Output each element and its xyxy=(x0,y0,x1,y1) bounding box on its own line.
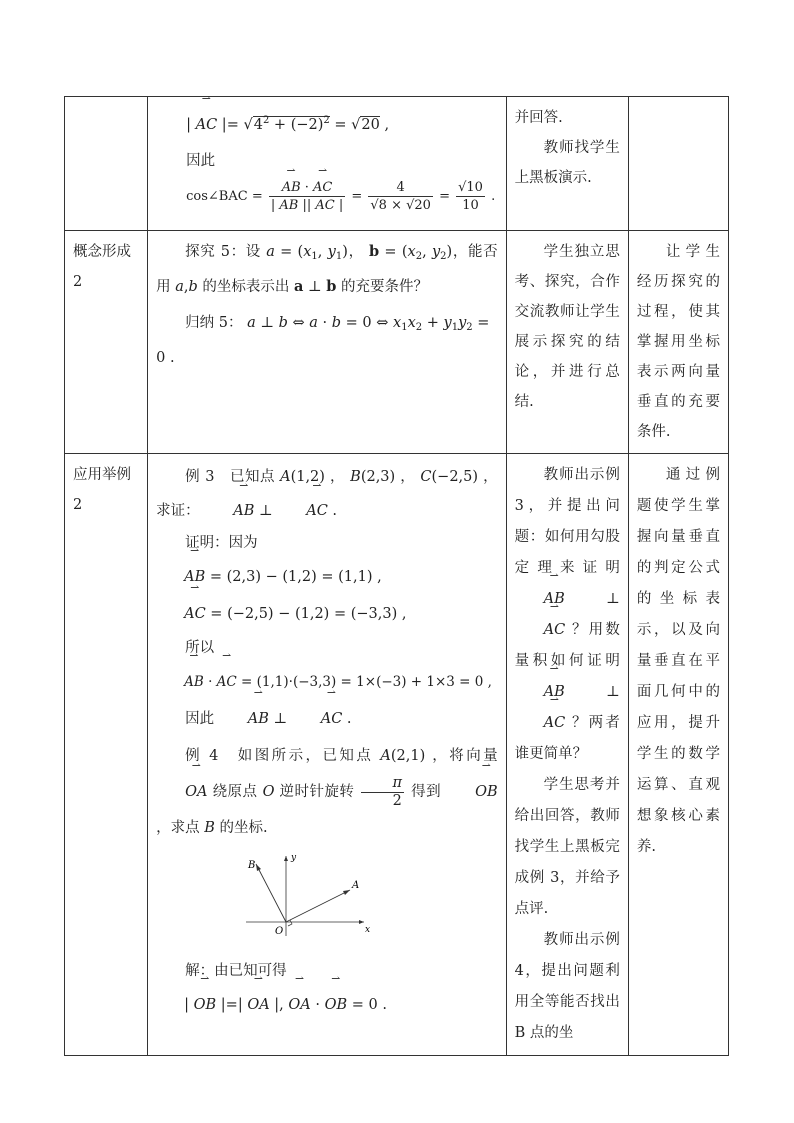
activity-cell: 并回答. 教师找学生上黑板演示. xyxy=(506,97,628,231)
content-cell xyxy=(148,454,507,1056)
activity-cell xyxy=(506,454,628,1056)
y-axis-label: y xyxy=(291,853,297,863)
solution-equation: | ⇀ OB |=| ⇀ OA |, ⇀ OA · ⇀ OB = 0 . xyxy=(156,987,498,1023)
stage-cell xyxy=(65,231,148,454)
ac-line: ⇀ AC = (−2,5) − (1,2) = (−3,3) , xyxy=(156,596,498,633)
explore-5: 探究 5：设 $a = (x_1$, $y_1$)， $b = (x_2$, $y_2$)，能否用 a,b 的坐标表示出 a ⊥ b 的充要条件？ xyxy=(156,243,498,295)
example-4: 例 4 如图所示，已知点 A(2,1) ，将向量 ⇀ OA 绕原点 O 逆时针旋转 $\frac{\pi}{2}$ 得到 ⇀ OB ，求点 B 的坐标. xyxy=(156,738,498,846)
intent-cell xyxy=(628,97,728,231)
ac-magnitude-line: | ⇀ AC |= $√4^2 + (-2)^2 = √20$ , xyxy=(186,103,498,143)
intent-cell: 通过例题使学生掌握向量垂直的判定公式的坐标表示，以及向量垂直在平面几何中的应用，提升学生的数学运算、直观想象核心素养. xyxy=(628,454,728,1056)
dot-line: ⇀ AB · ⇀ AC = (1,1)·(−3,3) = 1×(−3) + 1×3 = 0 , xyxy=(156,664,498,701)
summary-5: 归纳 5： a ⊥ b ⇔ a · b = 0 ⇔ $x_1x_2 + y_1y_2 = 0$ . xyxy=(156,315,490,366)
solution-label: 解：由已知可得 xyxy=(185,963,287,979)
activity-p2: 学生思考并给出回答，教师找学生上黑板完成例 3，并给予点评. xyxy=(514,777,620,917)
ab-line: ⇀ AB = (2,3) − (1,2) = (1,1) , xyxy=(156,559,498,596)
origin-label: O xyxy=(275,926,284,937)
table-row xyxy=(65,97,729,231)
content-cell xyxy=(148,231,507,454)
stage-label: 应用举例 2 xyxy=(73,467,131,513)
table-row xyxy=(65,231,729,454)
content-cell xyxy=(148,97,507,231)
stage-cell xyxy=(65,97,148,231)
hence-line: 因此 ⇀ AB ⊥ ⇀ AC . xyxy=(156,701,498,738)
point-b-label: B xyxy=(248,860,256,871)
stage-label: 概念形成 2 xyxy=(73,244,131,290)
point-a-label: A xyxy=(352,880,360,891)
therefore-label: 因此 xyxy=(186,153,216,169)
x-axis-label: x xyxy=(365,925,371,935)
example-3: 例 3 已知点 A(1,2) ， B(2,3) ， C(−2,5) ，求证： ⇀ AB ⊥ ⇀ AC . xyxy=(156,460,498,528)
table-row xyxy=(65,454,729,1056)
cos-formula: cos∠BAC = ⇀ $\frac{AB \cdot ⇀ AC}{| AB || AC |}$ = $\frac{4}{√8 \times √20}$ = $\frac{√10}{10}$ . xyxy=(186,179,498,215)
activity-p3: 教师出示例 4，提出问题利用全等能否找出 B 点的坐 xyxy=(514,932,620,1041)
stage-cell xyxy=(65,454,148,1056)
so-label: 所以 xyxy=(185,640,215,656)
activity-cell: 学生独立思考、探究，合作交流教师让学生展示探究的结论，并进行总结. xyxy=(506,231,628,454)
activity-p1: 教师出示例 3，并提出问题：如何用勾股定理来证明 ⇀ AB ⊥ ⇀ AC ？用数量积如何证明 ⇀ AB ⊥ ⇀ AC ？两者谁更简单？ xyxy=(515,460,620,770)
coordinate-diagram xyxy=(238,850,378,940)
intent-cell: 让学生经历探究的过程，使其掌握用坐标表示两向量垂直的充要条件. xyxy=(628,231,728,454)
lesson-plan-table xyxy=(64,96,729,1056)
rotation-figure xyxy=(238,850,498,952)
proof-label: 证明：因为 xyxy=(185,535,258,551)
